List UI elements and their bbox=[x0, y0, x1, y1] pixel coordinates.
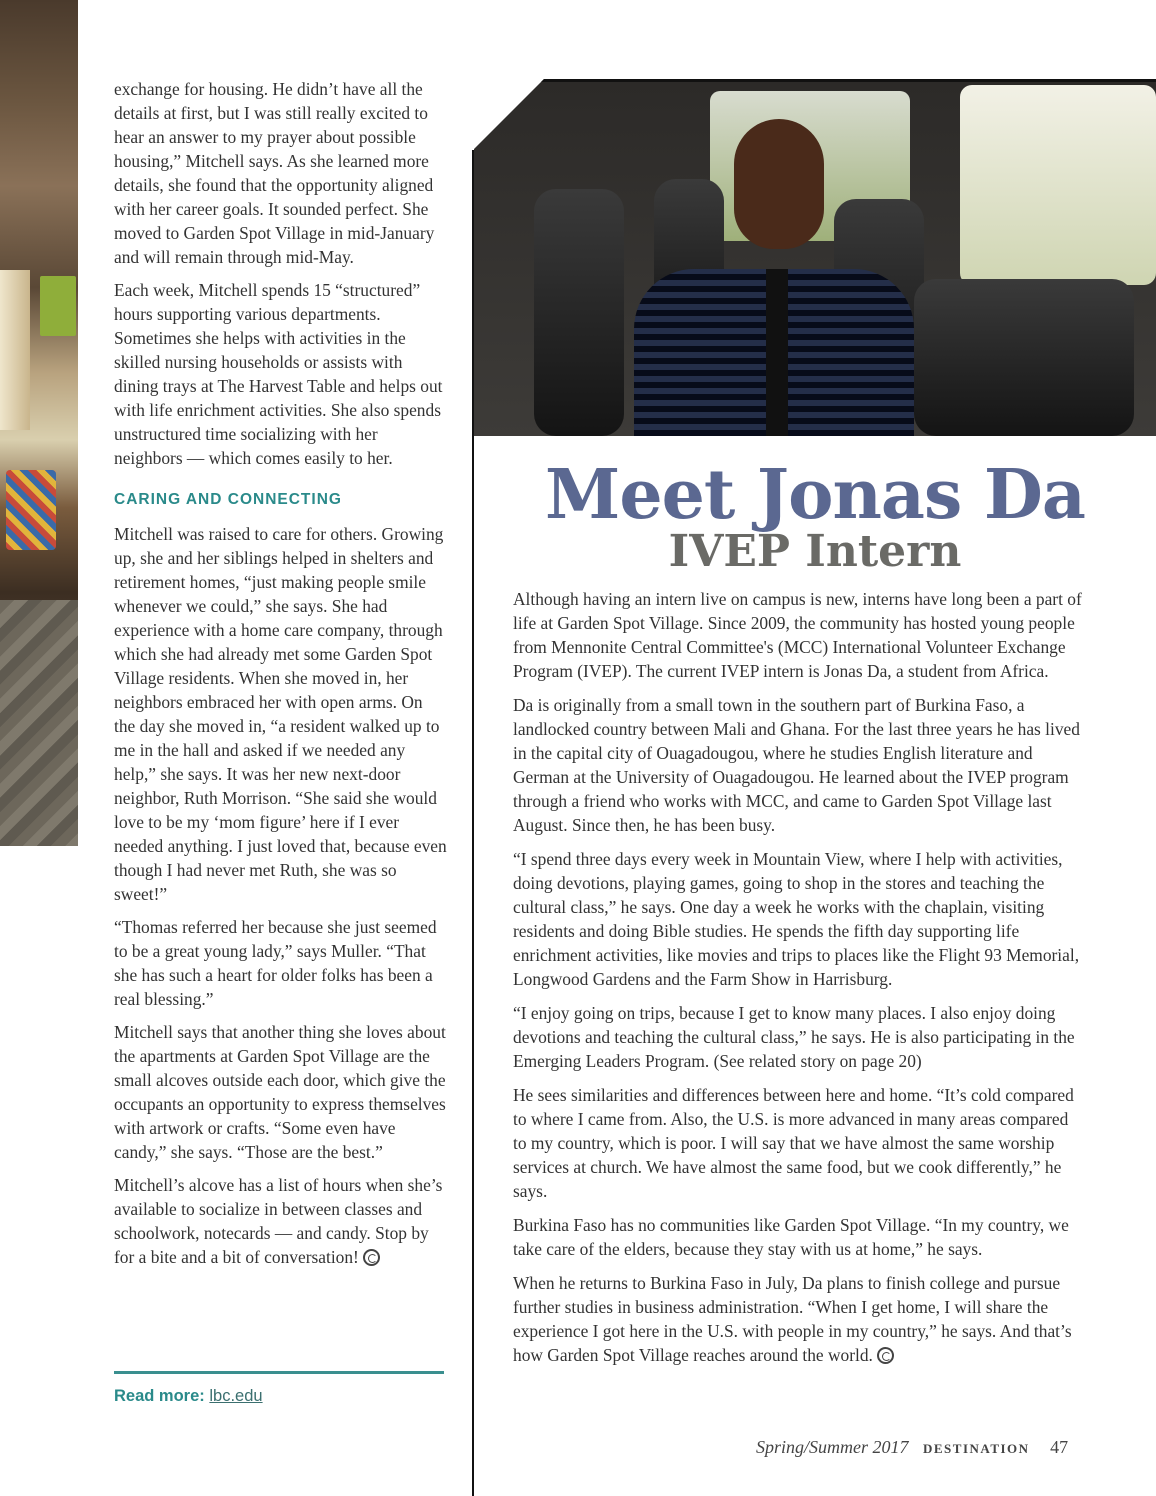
person-tie bbox=[766, 269, 788, 436]
read-more bbox=[114, 1387, 263, 1406]
person bbox=[634, 119, 914, 436]
section-heading: CARING AND CONNECTING bbox=[114, 491, 342, 508]
left-paragraph: “Thomas referred her because she just seemed to be a great young lady,” says Muller. “That she has such a heart for older folks has been a real blessing.” bbox=[114, 917, 437, 1009]
lamp-detail bbox=[40, 276, 76, 336]
read-more-label: Read more: bbox=[114, 1387, 205, 1405]
end-mark-icon bbox=[877, 1347, 894, 1364]
van-window bbox=[960, 85, 1156, 285]
article-subtitle: IVEP Intern bbox=[668, 526, 962, 577]
van-seat bbox=[534, 189, 624, 436]
article-body bbox=[513, 587, 1085, 1377]
left-paragraph-last bbox=[114, 1173, 448, 1269]
issue-label: Spring/Summer 2017 bbox=[756, 1437, 909, 1457]
article-paragraph-last bbox=[513, 1271, 1085, 1367]
left-edge-photo bbox=[0, 0, 78, 846]
portrait-photo bbox=[474, 79, 1156, 436]
carpet-detail bbox=[0, 600, 78, 846]
read-more-link[interactable]: lbc.edu bbox=[209, 1387, 263, 1405]
article-title: Meet Jonas Da bbox=[545, 455, 1085, 535]
article-paragraph: “I enjoy going on trips, because I get to know many places. I also enjoy doing devotions and teaching the cultural class,” he says. He is also participating in the Emerging Leaders Program. (See related story on page 20) bbox=[513, 1003, 1075, 1071]
magazine-name: DESTINATION bbox=[923, 1441, 1030, 1456]
page-footer bbox=[756, 1437, 1068, 1458]
page-number: 47 bbox=[1050, 1437, 1069, 1457]
left-paragraph: Mitchell says that another thing she loves about the apartments at Garden Spot Village are the small alcoves outside each door, which give the occupants an opportunity to express themselves with artwork or crafts. “Some even have candy,” she says. “Those are the best.” bbox=[114, 1022, 446, 1162]
van-seat bbox=[914, 279, 1134, 436]
article-paragraph: Da is originally from a small town in the southern part of Burkina Faso, a landlocked country between Mali and Ghana. For the last three years he has lived in the capital city of Ouagadougou, where he studies English literature and German at the University of Ouagadougou. He learned about the IVEP program through a friend who works with MCC, and came to Garden Spot Village last August. Since then, he has been busy. bbox=[513, 695, 1080, 835]
article-paragraph-text: When he returns to Burkina Faso in July, Da plans to finish college and pursue further studies in business administration. “When I get home, I will share the experience I got here in the U.S. with people in my country,” he says. And that’s how Garden Spot Village reaches around the world. bbox=[513, 1273, 1072, 1365]
person-head bbox=[734, 119, 824, 249]
divider bbox=[114, 1371, 444, 1374]
left-paragraph: exchange for housing. He didn’t have all the details at first, but I was still really excited to hear an answer to my prayer about possible housing,” Mitchell says. As she learned more details, she found that the opportunity aligned with her career goals. It sounded perfect. She moved to Garden Spot Village in mid-January and will remain through mid-May. bbox=[114, 79, 435, 267]
article-paragraph: He sees similarities and differences between here and home. “It’s cold compared to where I came from. Also, the U.S. is more advanced in many areas compared to my country, which is poor. I will say that we have almost the same worship services at church. We have almost the same food, but we cook differently,” he says. bbox=[513, 1085, 1074, 1201]
article-paragraph: Although having an intern live on campus is new, interns have long been a part of life at Garden Spot Village. Since 2009, the community has hosted young people from Mennonite Central Committee's (MCC) International Volunteer Exchange Program (IVEP). The current IVEP intern is Jonas Da, a student from Africa. bbox=[513, 589, 1082, 681]
left-paragraph-text: Mitchell’s alcove has a list of hours when she’s available to socialize in between classes and schoolwork, notecards — and candy. Stop by for a bite and a bit of conversation! bbox=[114, 1175, 443, 1267]
left-column-text bbox=[114, 77, 448, 1278]
chair-detail bbox=[6, 470, 56, 550]
article-paragraph: Burkina Faso has no communities like Garden Spot Village. “In my country, we take care of the elders, because they stay with us at home,” he says. bbox=[513, 1215, 1069, 1259]
window-detail bbox=[0, 270, 30, 430]
photo-border bbox=[474, 79, 1156, 82]
left-paragraph: Mitchell was raised to care for others. Growing up, she and her siblings helped in shelters and retirement homes, “just making people smile whenever we could,” she says. She had experience with a home care company, through which she had already met some Garden Spot Village residents. When she moved in, her neighbors embraced her with open arms. On the day she moved in, “a resident walked up to me in the hall and asked if we needed any help,” she says. It was her new next-door neighbor, Ruth Morrison. “She said she would love to be my ‘mom figure’ here if I ever needed anything. I just loved that, because even though I had never met Ruth, she was so sweet!” bbox=[114, 524, 447, 904]
left-paragraph: Each week, Mitchell spends 15 “structured” hours supporting various departments. Sometimes she helps with activities in the skilled nursing households or assists with dining trays at The Harvest Table and helps out with life enrichment activities. She also spends unstructured time socializing with her neighbors — which comes easily to her. bbox=[114, 280, 443, 468]
end-mark-icon bbox=[363, 1249, 380, 1266]
article-paragraph: “I spend three days every week in Mountain View, where I help with activities, doing devotions, playing games, going to shop in the stores and teaching the cultural class,” he says. One day a week he works with the chaplain, visiting residents and doing Bible studies. He spends the fifth day supporting life enrichment activities, like movies and trips to places like the Flight 93 Memorial, Longwood Gardens and the Farm Show in Harrisburg. bbox=[513, 849, 1080, 989]
column-divider bbox=[472, 150, 474, 1496]
